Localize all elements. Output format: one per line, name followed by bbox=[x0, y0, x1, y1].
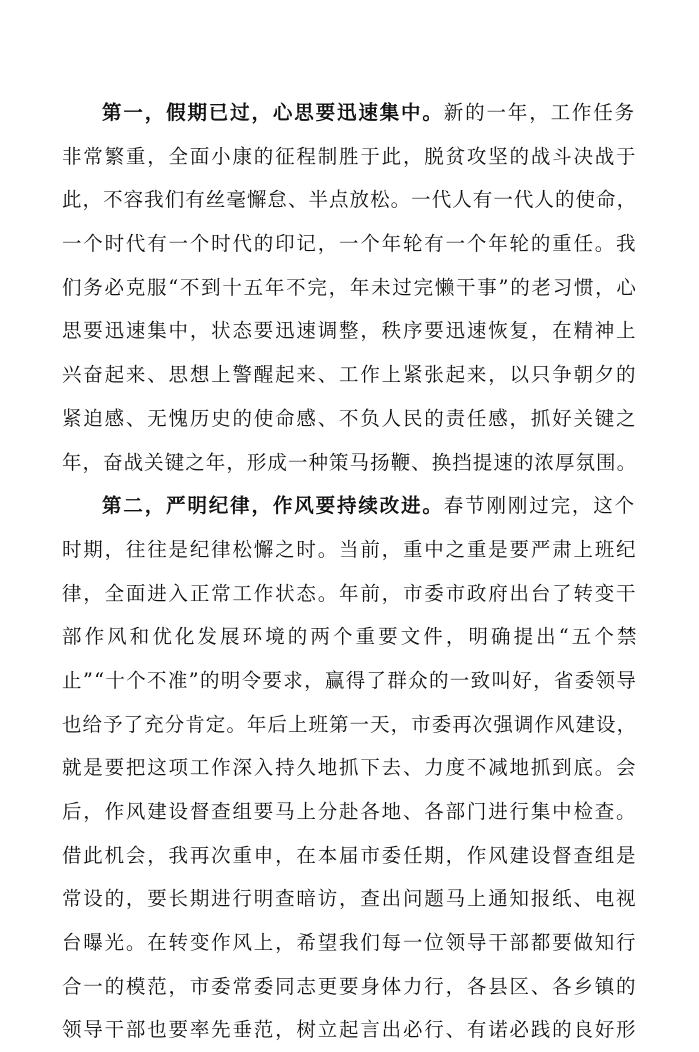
paragraph-1-line-9: 年，奋战关键之年，形成一种策马扬鞭、换挡提速的浓厚氛围。 bbox=[62, 450, 638, 474]
paragraph-2-line-13: 领导干部也要率先垂范，树立起言出必行、有诺必践的良好形 bbox=[62, 1018, 638, 1042]
paragraph-1-line-6: 思要迅速集中，状态要迅速调整，秩序要迅速恢复，在精神上 bbox=[62, 319, 638, 343]
document-body bbox=[62, 91, 640, 1052]
paragraph-2-line-3: 律，全面进入正常工作状态。年前，市委市政府出台了转变干 bbox=[62, 581, 638, 605]
paragraph-2-line-4: 部作风和优化发展环境的两个重要文件，明确提出“五个禁 bbox=[62, 625, 640, 649]
paragraph-1-line-7: 兴奋起来、思想上警醒起来、工作上紧张起来，以只争朝夕的 bbox=[62, 363, 638, 387]
paragraph-2-line-1: 春节刚刚过完，这个 bbox=[443, 494, 637, 518]
paragraph-2-line-9: 借此机会，我再次重申，在本届市委任期，作风建设督查组是 bbox=[62, 843, 638, 867]
paragraph-1-line-2: 非常繁重，全面小康的征程制胜于此，脱贫攻坚的战斗决战于 bbox=[62, 144, 638, 168]
paragraph-1-heading: 第一，假期已过，心思要迅速集中。 bbox=[102, 101, 444, 124]
paragraph-1-line-1: 新的一年，工作任务 bbox=[443, 101, 637, 124]
paragraph-2-line-8: 后，作风建设督查组要马上分赴各地、各部门进行集中检查。 bbox=[62, 800, 638, 823]
paragraph-1-line-4: 一个时代有一个时代的印记，一个年轮有一个年轮的重任。我 bbox=[62, 232, 638, 256]
paragraph-1-line-8: 紧迫感、无愧历史的使命感、不负人民的责任感，抓好关键之 bbox=[62, 406, 638, 430]
paragraph-1-line-3: 此，不容我们有丝毫懈怠、半点放松。一代人有一代人的使命， bbox=[62, 188, 638, 212]
paragraph-2-line-6: 也给予了充分肯定。年后上班第一天，市委再次强调作风建设， bbox=[62, 712, 638, 736]
paragraph-2-line-2: 时期，往往是纪律松懈之时。当前，重中之重是要严肃上班纪 bbox=[62, 537, 638, 561]
paragraph-2-first-line bbox=[62, 484, 636, 528]
paragraph-1-first-line bbox=[62, 91, 636, 135]
paragraph-2-line-10: 常设的，要长期进行明查暗访，查出问题马上通知报纸、电视 bbox=[62, 887, 638, 911]
paragraph-1-line-5: 们务必克服“不到十五年不完，年未过完懒干事”的老习惯，心 bbox=[62, 275, 638, 299]
paragraph-2-line-12: 合一的模范，市委常委同志更要身体力行，各县区、各乡镇的 bbox=[62, 974, 638, 998]
paragraph-2-line-5: 止”“十个不准”的明令要求，赢得了群众的一致叫好，省委领导 bbox=[62, 668, 638, 692]
paragraph-2-line-11: 台曝光。在转变作风上，希望我们每一位领导干部都要做知行 bbox=[62, 931, 638, 955]
paragraph-2-line-7: 就是要把这项工作深入持久地抓下去、力度不减地抓到底。会 bbox=[62, 756, 638, 780]
paragraph-2-heading: 第二，严明纪律，作风要持续改进。 bbox=[102, 494, 444, 518]
